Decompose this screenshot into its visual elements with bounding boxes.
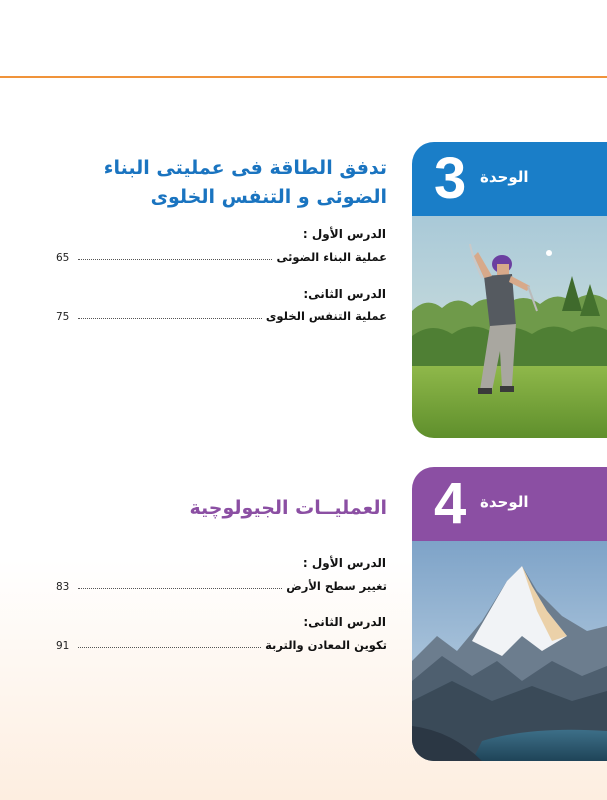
lesson-title: عملية البناء الضوئى <box>276 250 387 264</box>
mountain-photo <box>412 541 607 761</box>
page-number: 75 <box>56 311 70 323</box>
page-number: 83 <box>56 581 70 593</box>
toc-entry[interactable] <box>56 248 387 264</box>
lesson-2-heading: الدرس الثانى: <box>303 615 386 629</box>
dot-leader <box>78 588 282 589</box>
dot-leader <box>78 318 262 319</box>
lesson-1-heading: الدرس الأول : <box>302 556 386 570</box>
unit-3-title: تدفق الطاقة فى عمليتى البناء الضوئى و التنفس الخلوى <box>103 157 387 208</box>
toc-entry[interactable] <box>56 636 387 652</box>
page-number: 65 <box>56 252 70 264</box>
unit-4-title: العمليــات الجيولوچية <box>189 497 387 519</box>
lesson-1-heading: الدرس الأول : <box>302 227 386 241</box>
unit-3-header <box>412 142 607 216</box>
dot-leader <box>78 647 261 648</box>
lesson-title: تكوين المعادن والتربة <box>265 638 387 652</box>
unit-3-card <box>412 142 607 438</box>
toc-entry[interactable] <box>56 577 387 593</box>
unit-label: الوحدة <box>480 168 529 186</box>
lesson-title: تغيير سطح الأرض <box>286 579 387 593</box>
toc-entry[interactable] <box>56 307 387 323</box>
lesson-title: عملية التنفس الخلوى <box>265 309 387 323</box>
dot-leader <box>78 259 272 260</box>
page-number: 91 <box>56 640 70 652</box>
header-rule <box>0 76 607 78</box>
lesson-2-heading: الدرس الثانى: <box>303 287 386 301</box>
unit-4-header <box>412 467 607 541</box>
golfer-photo <box>412 216 607 438</box>
unit-4-card <box>412 467 607 761</box>
unit-number: 4 <box>434 471 467 536</box>
unit-label: الوحدة <box>480 493 529 511</box>
unit-number: 3 <box>434 146 467 211</box>
